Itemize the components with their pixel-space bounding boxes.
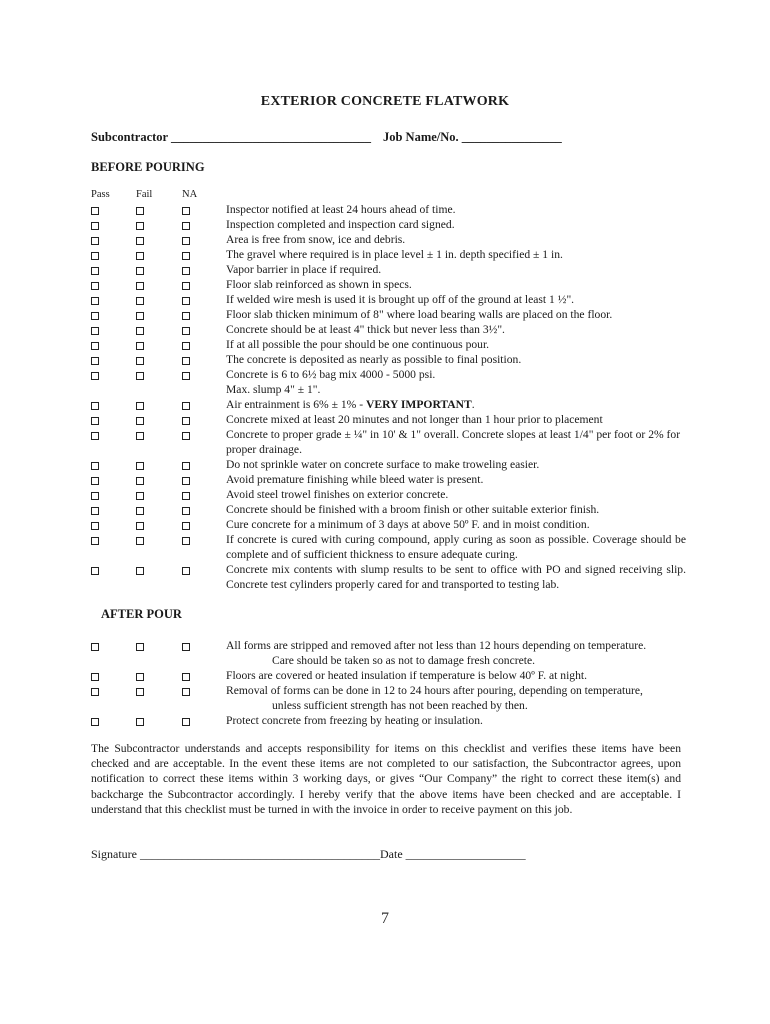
checklist-item-text: Protect concrete from freezing by heating or insulation. [226, 714, 483, 727]
checklist-item-text: If at all possible the pour should be one continuous pour. [226, 338, 490, 351]
pass-checkbox[interactable] [91, 522, 99, 530]
na-checkbox[interactable] [182, 477, 190, 485]
checklist-continuation [0, 698, 770, 713]
pass-checkbox[interactable] [91, 537, 99, 545]
checklist-continuation [0, 653, 770, 668]
fail-checkbox[interactable] [136, 402, 144, 410]
checklist-row [0, 472, 770, 487]
na-checkbox[interactable] [182, 327, 190, 335]
checklist-item-text: Avoid premature finishing while bleed water is present. [226, 473, 484, 486]
very-important-text: VERY IMPORTANT [365, 398, 472, 411]
fail-checkbox[interactable] [136, 297, 144, 305]
na-checkbox[interactable] [182, 252, 190, 260]
pass-checkbox[interactable] [91, 252, 99, 260]
date-field[interactable]: Date ____________________ [380, 847, 526, 861]
checklist-item-text: Area is free from snow, ice and debris. [226, 233, 406, 246]
pass-checkbox[interactable] [91, 673, 99, 681]
checklist-item-text [226, 397, 686, 412]
checklist-row [0, 397, 770, 412]
na-checkbox[interactable] [182, 462, 190, 470]
checklist-item-text: Avoid steel trowel finishes on exterior concrete. [226, 488, 449, 501]
fail-checkbox[interactable] [136, 237, 144, 245]
pass-checkbox[interactable] [91, 492, 99, 500]
checklist-item-text: Do not sprinkle water on concrete surface to make troweling easier. [226, 458, 540, 471]
fail-checkbox[interactable] [136, 282, 144, 290]
period-text: . [471, 398, 475, 411]
job-name-field[interactable]: Job Name/No. ________________ [382, 130, 562, 144]
fail-checkbox[interactable] [136, 312, 144, 320]
checklist-row [0, 562, 770, 591]
fail-checkbox[interactable] [136, 462, 144, 470]
checklist-item-text: Floor slab reinforced as shown in specs. [226, 278, 412, 291]
pass-checkbox[interactable] [91, 718, 99, 726]
fail-checkbox[interactable] [136, 432, 144, 440]
agreement-paragraph: The Subcontractor understands and accepts responsibility for items on this checklist and verifies these items have been checked and are acceptable. In the event these items are not completed to our satisfaction, the Subcontractor agrees, upon notification to correct these items within 3 working days, or gives “Our Company” the right to correct these item(s) and backcharge the Subcontractor accordingly. I hereby verify that the above items have been checked and are acceptable. I understand that this checklist must be turned in with the invoice in order to receive payment on this job. [91, 742, 681, 816]
na-checkbox[interactable] [182, 522, 190, 530]
air-entrainment-text: Air entrainment is 6% ± 1% - [226, 398, 366, 411]
na-checkbox[interactable] [182, 673, 190, 681]
checklist-row [0, 532, 770, 561]
fail-checkbox[interactable] [136, 537, 144, 545]
na-checkbox[interactable] [182, 643, 190, 651]
pass-checkbox[interactable] [91, 688, 99, 696]
pass-checkbox[interactable] [91, 267, 99, 275]
fail-checkbox[interactable] [136, 673, 144, 681]
pass-checkbox[interactable] [91, 417, 99, 425]
checklist-item-text: The concrete is deposited as nearly as possible to final position. [226, 353, 522, 366]
pass-checkbox[interactable] [91, 297, 99, 305]
fail-checkbox[interactable] [136, 222, 144, 230]
checklist-item-text: Concrete mixed at least 20 minutes and not longer than 1 hour prior to placement [226, 413, 603, 426]
column-na: NA [182, 189, 198, 200]
checklist-row [0, 668, 770, 683]
pass-checkbox[interactable] [91, 312, 99, 320]
na-checkbox[interactable] [182, 237, 190, 245]
checklist-continuation [0, 382, 770, 397]
checklist-item-text: Concrete to proper grade ± ¼" in 10' & 1" overall. Concrete slopes at least 1/4" per foot or 2% for proper drainage. [226, 428, 681, 456]
subcontractor-field[interactable]: Subcontractor ________________________________ [91, 130, 371, 144]
na-checkbox[interactable] [182, 357, 190, 365]
pass-checkbox[interactable] [91, 327, 99, 335]
fail-checkbox[interactable] [136, 342, 144, 350]
before-pouring-heading: BEFORE POURING [91, 160, 205, 174]
checklist-row [0, 487, 770, 502]
fail-checkbox[interactable] [136, 417, 144, 425]
checklist-item-text: If concrete is cured with curing compound, apply curing as soon as possible. Coverage should be complete and of sufficient thickness to ensure adequate curing. [226, 533, 686, 561]
fail-checkbox[interactable] [136, 643, 144, 651]
checklist-item-text: Care should be taken so as not to damage fresh concrete. [272, 654, 536, 667]
checklist-item-text: If welded wire mesh is used it is brought up off of the ground at least 1 ½". [226, 293, 575, 306]
fail-checkbox[interactable] [136, 207, 144, 215]
pass-checkbox[interactable] [91, 643, 99, 651]
fail-checkbox[interactable] [136, 718, 144, 726]
checklist-item-text: All forms are stripped and removed after not less than 12 hours depending on temperature. [226, 639, 647, 652]
checklist-row [0, 217, 770, 232]
pass-checkbox[interactable] [91, 222, 99, 230]
pass-checkbox[interactable] [91, 432, 99, 440]
pass-checkbox[interactable] [91, 462, 99, 470]
checklist-row [0, 412, 770, 427]
checklist-row [0, 457, 770, 472]
pass-checkbox[interactable] [91, 357, 99, 365]
pass-checkbox[interactable] [91, 372, 99, 380]
checklist-row [0, 232, 770, 247]
fail-checkbox[interactable] [136, 567, 144, 575]
checklist-item-text: Floors are covered or heated insulation if temperature is below 40º F. at night. [226, 669, 588, 682]
checklist-row [0, 307, 770, 322]
na-checkbox[interactable] [182, 507, 190, 515]
checklist-item-text: Concrete should be finished with a broom finish or other suitable exterior finish. [226, 503, 600, 516]
na-checkbox[interactable] [182, 372, 190, 380]
na-checkbox[interactable] [182, 207, 190, 215]
checklist-item-text: Inspection completed and inspection card signed. [226, 218, 455, 231]
fail-checkbox[interactable] [136, 492, 144, 500]
pass-checkbox[interactable] [91, 282, 99, 290]
na-checkbox[interactable] [182, 567, 190, 575]
na-checkbox[interactable] [182, 492, 190, 500]
header-fields [91, 130, 562, 145]
na-checkbox[interactable] [182, 267, 190, 275]
checklist-item-text: Inspector notified at least 24 hours ahead of time. [226, 203, 456, 216]
fail-checkbox[interactable] [136, 357, 144, 365]
checklist-item-text: Vapor barrier in place if required. [226, 263, 382, 276]
fail-checkbox[interactable] [136, 522, 144, 530]
fail-checkbox[interactable] [136, 267, 144, 275]
na-checkbox[interactable] [182, 282, 190, 290]
na-checkbox[interactable] [182, 688, 190, 696]
column-fail: Fail [136, 189, 153, 200]
pass-checkbox[interactable] [91, 237, 99, 245]
pass-checkbox[interactable] [91, 507, 99, 515]
checklist-item-text: The gravel where required is in place level ± 1 in. depth specified ± 1 in. [226, 248, 563, 261]
fail-checkbox[interactable] [136, 688, 144, 696]
na-checkbox[interactable] [182, 312, 190, 320]
checklist-row [0, 683, 770, 698]
checklist-item-text: Removal of forms can be done in 12 to 24 hours after pouring, depending on temperature, [226, 684, 643, 697]
na-checkbox[interactable] [182, 537, 190, 545]
checklist-item-text: unless sufficient strength has not been reached by then. [272, 699, 528, 712]
na-checkbox[interactable] [182, 222, 190, 230]
page-title: EXTERIOR CONCRETE FLATWORK [260, 94, 510, 109]
checklist-row [0, 292, 770, 307]
checklist-row [0, 262, 770, 277]
checklist-item-text: Concrete mix contents with slump results to be sent to office with PO and signed receiving slip. Concrete test cylinders properly cared for and transported to testing lab. [226, 563, 686, 591]
checklist-item-text: Cure concrete for a minimum of 3 days at above 50º F. and in moist condition. [226, 518, 590, 531]
na-checkbox[interactable] [182, 432, 190, 440]
pass-checkbox[interactable] [91, 342, 99, 350]
na-checkbox[interactable] [182, 402, 190, 410]
checklist-row [0, 427, 770, 456]
after-pour-heading: AFTER POUR [101, 607, 182, 621]
pass-checkbox[interactable] [91, 477, 99, 485]
column-pass: Pass [91, 189, 110, 200]
checklist-row [0, 337, 770, 352]
checklist-row [0, 517, 770, 532]
signature-field[interactable]: Signature ________________________________________ [91, 847, 380, 861]
fail-checkbox[interactable] [136, 477, 144, 485]
checklist-item-text: Floor slab thicken minimum of 8" where load bearing walls are placed on the floor. [226, 308, 613, 321]
na-checkbox[interactable] [182, 342, 190, 350]
pass-checkbox[interactable] [91, 402, 99, 410]
signature-line [91, 847, 526, 862]
checklist-item-text: Max. slump 4" ± 1". [226, 383, 321, 396]
fail-checkbox[interactable] [136, 507, 144, 515]
checklist-row [0, 713, 770, 728]
checklist-row [0, 502, 770, 517]
na-checkbox[interactable] [182, 718, 190, 726]
checklist-row [0, 322, 770, 337]
checklist-row [0, 367, 770, 382]
checklist-row [0, 277, 770, 292]
checklist-item-text: Concrete should be at least 4" thick but never less than 3½". [226, 323, 505, 336]
na-checkbox[interactable] [182, 297, 190, 305]
checklist-row [0, 638, 770, 653]
checklist-item-text: Concrete is 6 to 6½ bag mix 4000 - 5000 psi. [226, 368, 436, 381]
page-number: 7 [381, 910, 389, 927]
checklist-row [0, 352, 770, 367]
checklist-row [0, 247, 770, 262]
fail-checkbox[interactable] [136, 327, 144, 335]
fail-checkbox[interactable] [136, 372, 144, 380]
checklist-row [0, 202, 770, 217]
pass-checkbox[interactable] [91, 207, 99, 215]
fail-checkbox[interactable] [136, 252, 144, 260]
na-checkbox[interactable] [182, 417, 190, 425]
pass-checkbox[interactable] [91, 567, 99, 575]
